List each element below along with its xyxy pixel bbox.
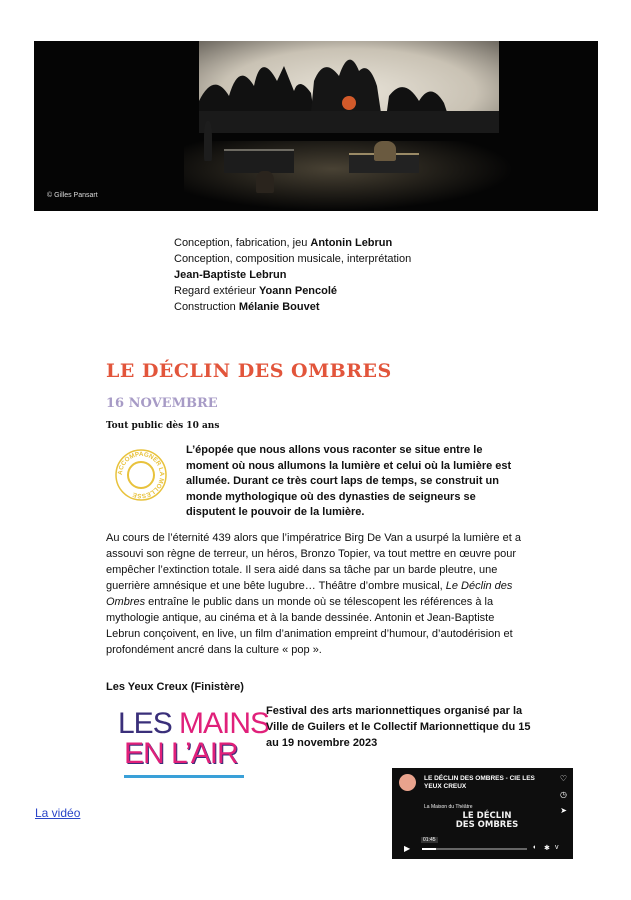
video-player[interactable] [392, 768, 573, 859]
show-date: 16 NOVEMBRE [106, 396, 218, 411]
photo-credit: © Gilles Pansart [47, 192, 98, 199]
performer [374, 141, 396, 161]
credit-line: Regard extérieur Yoann Pencolé [174, 285, 338, 297]
les-mains-en-lair-logo: LES MAINS EN L’AIR [118, 709, 250, 785]
clock-icon[interactable]: ◷ [560, 790, 567, 799]
credit-line: Jean-Baptiste Lebrun [174, 269, 287, 281]
accompagner-badge [114, 448, 168, 502]
progress-bar[interactable] [422, 848, 527, 850]
credit-line: Conception, composition musicale, interprétation [174, 253, 412, 265]
lamp-stand [204, 121, 212, 161]
vimeo-icon[interactable]: v [555, 844, 559, 851]
video-title[interactable]: LE DÉCLIN DES OMBRES - CIE LES YEUX CREUX [424, 775, 535, 790]
show-title-italic: Le Déclin des Ombres [106, 580, 513, 608]
video-time: 01:45 [423, 837, 436, 843]
stage-table [224, 149, 294, 173]
description-paragraph: Au cours de l’éternité 439 alors que l’impératrice Birg De Van a usurpé la lumière et a assouvi son règne de terreur, un héros, Bronzo Topier, va tout mettre en œuvre pour empêcher l’extinction totale. Il sera aidé dans sa tâche par un barde pleutre, une guerrière amnésique et une bête lugubre… Théâtre d’ombre musical, Le Déclin des Ombres entraîne le public dans un monde où se télescopent les références à la mythologie antique, au cinéma et à la bande dessinée. Antonin et Jean-Baptiste Lebrun conçoivent, en live, un film d’animation empreint d’humour, d’autodérision et profondément ancré dans la culture « pop ». [106, 532, 521, 656]
video-link[interactable]: La vidéo [35, 806, 81, 820]
video-thumbnail-title: LE DÉCLIN DES OMBRES [455, 811, 519, 830]
intro-paragraph: L’épopée que nous allons vous raconter se situe entre le moment où nous allumons la lumière et celui où la lumière est allumée. Durant ce très court laps de temps, se construit un monde mythologique où des dynasties de seigneurs se disputent le pouvoir de la lumière. [186, 444, 512, 518]
play-icon[interactable]: ▶ [404, 844, 411, 853]
show-title: LE DÉCLIN DES OMBRES [106, 360, 392, 382]
company-name: Les Yeux Creux (Finistère) [106, 681, 244, 693]
audience-label: Tout public dès 10 ans [106, 421, 220, 431]
video-subtitle: La Maison du Théâtre [424, 804, 473, 810]
heart-icon[interactable]: ♡ [559, 774, 567, 783]
projection-screen [199, 41, 499, 133]
shadow-silhouettes [199, 41, 499, 133]
channel-avatar[interactable] [399, 774, 416, 791]
share-icon[interactable]: ➤ [560, 806, 567, 815]
credits-block [174, 235, 411, 315]
credit-line: Conception, fabrication, jeu Antonin Lebrun [174, 237, 393, 249]
badge-text: ACCOMPAGNER LA MOLLESSE [116, 450, 166, 500]
volume-icon[interactable]: ◖ [532, 844, 537, 851]
credit-line: Construction Mélanie Bouvet [174, 301, 320, 313]
settings-icon[interactable]: ✱ [544, 845, 550, 852]
performer [256, 171, 274, 193]
festival-info: Festival des arts marionnettiques organisé par la Ville de Guilers et le Collectif Marionnettique du 15 au 19 novembre 2023 [266, 705, 531, 749]
hero-photo [34, 41, 598, 211]
